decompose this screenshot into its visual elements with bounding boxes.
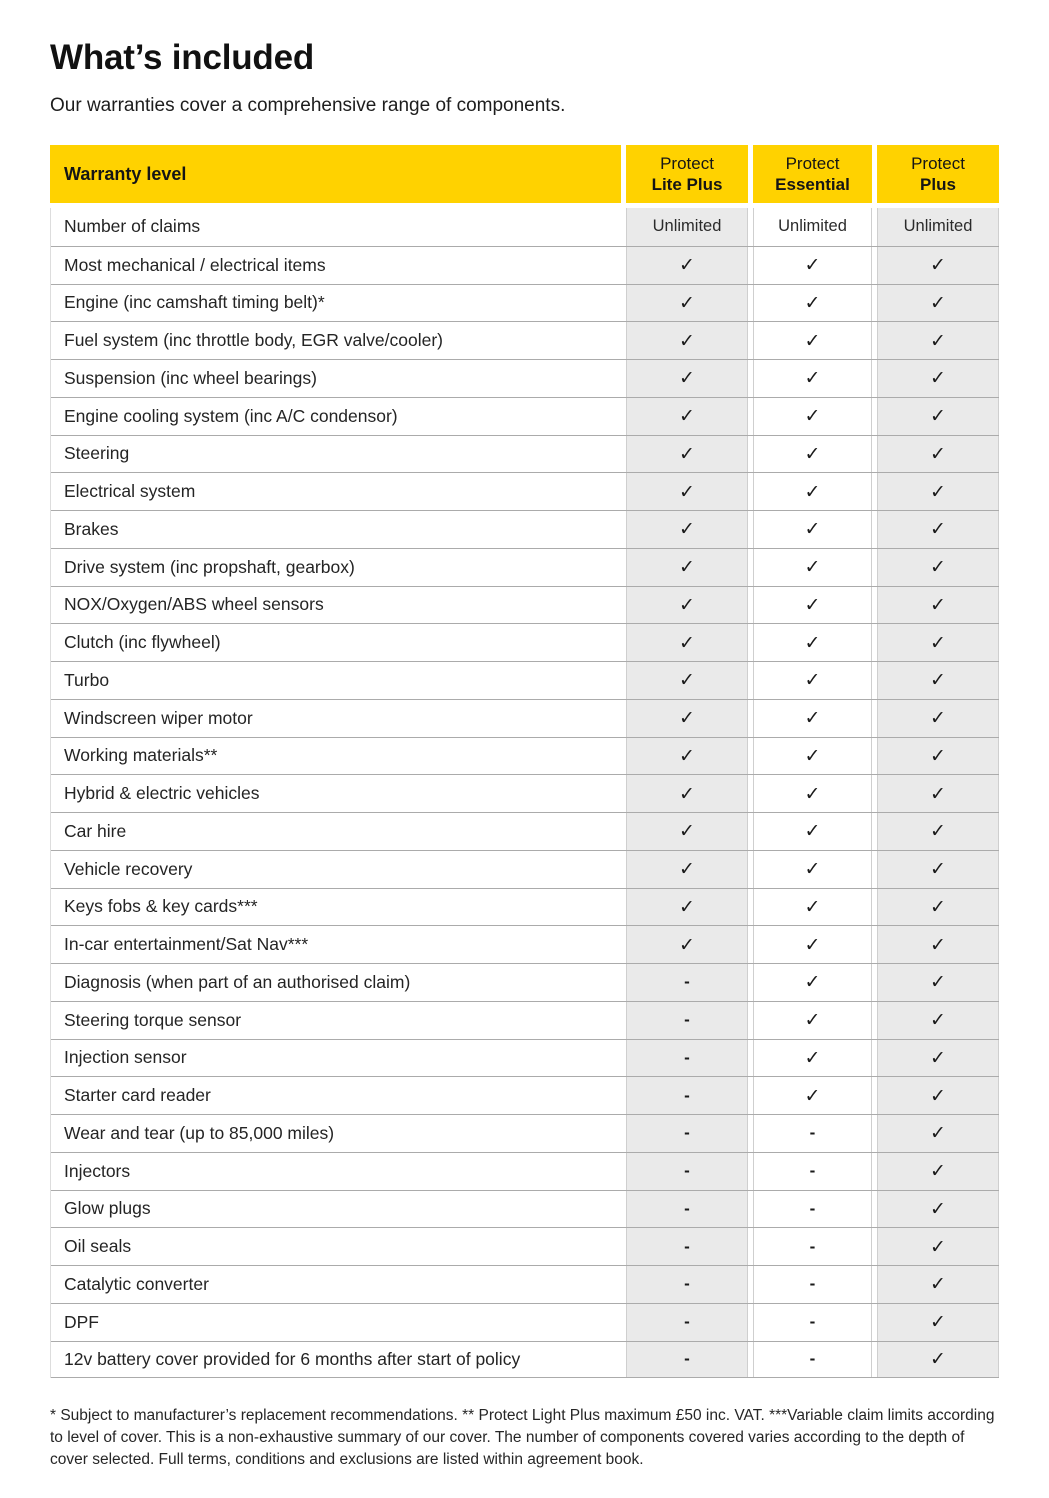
cell-protect-lite-plus [626, 700, 748, 737]
cell-protect-plus [877, 322, 999, 359]
column-header-line2: Lite Plus [651, 175, 723, 194]
dash-icon: - [809, 1274, 816, 1294]
cell-protect-lite-plus [626, 549, 748, 586]
row-label: Injection sensor [51, 1040, 621, 1077]
check-icon: ✓ [679, 707, 695, 730]
row-label: Number of claims [51, 208, 621, 246]
row-label: Most mechanical / electrical items [51, 247, 621, 284]
check-icon: ✓ [930, 556, 946, 579]
table-row [51, 774, 999, 812]
check-icon: ✓ [804, 1046, 821, 1069]
cell-protect-essential [753, 360, 872, 397]
table-row [51, 888, 999, 926]
check-icon: ✓ [804, 254, 821, 277]
table-row [51, 510, 999, 548]
cell-protect-essential [753, 738, 872, 775]
table-row [51, 737, 999, 775]
check-icon: ✓ [930, 971, 946, 994]
check-icon: ✓ [930, 933, 946, 956]
cell-protect-plus [877, 473, 999, 510]
cell-protect-lite-plus [626, 1266, 748, 1303]
cell-protect-essential [753, 436, 872, 473]
dash-icon: - [684, 1198, 690, 1218]
cell-protect-lite-plus [626, 624, 748, 661]
check-icon: ✓ [930, 895, 946, 918]
check-icon: ✓ [679, 820, 695, 843]
column-header-protect-essential [753, 145, 872, 203]
cell-protect-lite-plus [626, 1191, 748, 1228]
cell-protect-plus [877, 889, 999, 926]
table-row [51, 1303, 999, 1341]
row-label: Suspension (inc wheel bearings) [51, 360, 621, 397]
cell-protect-essential [753, 851, 872, 888]
dash-icon: - [684, 1085, 690, 1105]
cell-protect-essential [753, 926, 872, 963]
cell-protect-lite-plus [626, 398, 748, 435]
check-icon: ✓ [679, 329, 695, 352]
dash-icon: - [684, 972, 690, 992]
check-icon: ✓ [930, 367, 946, 390]
check-icon: ✓ [930, 820, 946, 843]
cell-protect-lite-plus [626, 1304, 748, 1341]
cell-protect-lite-plus [626, 1040, 748, 1077]
cell-protect-essential [753, 1115, 872, 1152]
table-row [51, 1227, 999, 1265]
row-label: Steering [51, 436, 621, 473]
row-label: Electrical system [51, 473, 621, 510]
check-icon: ✓ [930, 707, 946, 730]
check-icon: ✓ [804, 1009, 821, 1032]
dash-icon: - [684, 1123, 690, 1143]
check-icon: ✓ [804, 291, 821, 314]
cell-protect-lite-plus [626, 662, 748, 699]
table-row [51, 586, 999, 624]
check-icon: ✓ [930, 1160, 946, 1183]
check-icon: ✓ [804, 593, 821, 616]
table-row [51, 397, 999, 435]
check-icon: ✓ [804, 858, 821, 881]
cell-protect-plus [877, 208, 999, 246]
table-row [51, 1190, 999, 1228]
check-icon: ✓ [930, 442, 946, 465]
cell-protect-essential [753, 398, 872, 435]
cell-protect-lite-plus [626, 964, 748, 1001]
cell-protect-essential [753, 624, 872, 661]
check-icon: ✓ [930, 669, 946, 692]
dash-icon: - [684, 1274, 690, 1294]
cell-protect-lite-plus [626, 208, 748, 246]
table-row [51, 1114, 999, 1152]
check-icon: ✓ [679, 933, 695, 956]
cell-protect-plus [877, 285, 999, 322]
cell-protect-lite-plus [626, 1342, 748, 1378]
cell-protect-plus [877, 436, 999, 473]
check-icon: ✓ [679, 518, 695, 541]
check-icon: ✓ [679, 669, 695, 692]
cell-protect-essential [753, 587, 872, 624]
dash-icon: - [809, 1312, 816, 1332]
row-label: Clutch (inc flywheel) [51, 624, 621, 661]
cell-protect-essential [753, 964, 872, 1001]
row-label: Hybrid & electric vehicles [51, 775, 621, 812]
check-icon: ✓ [930, 1197, 946, 1220]
cell-protect-plus [877, 1228, 999, 1265]
cell-protect-essential [753, 775, 872, 812]
cell-protect-lite-plus [626, 247, 748, 284]
check-icon: ✓ [804, 480, 821, 503]
row-label: Keys fobs & key cards*** [51, 889, 621, 926]
check-icon: ✓ [679, 556, 695, 579]
cell-protect-lite-plus [626, 322, 748, 359]
warranty-level-header: Warranty level [50, 145, 621, 203]
cell-protect-essential [753, 1228, 872, 1265]
column-header-line1: Protect [911, 154, 965, 173]
cell-protect-plus [877, 700, 999, 737]
check-icon: ✓ [679, 631, 695, 654]
row-label: Oil seals [51, 1228, 621, 1265]
dash-icon: - [684, 1312, 690, 1332]
row-label: Glow plugs [51, 1191, 621, 1228]
row-label: Diagnosis (when part of an authorised claim) [51, 964, 621, 1001]
table-row [51, 661, 999, 699]
check-icon: ✓ [804, 442, 821, 465]
cell-protect-essential [753, 1304, 872, 1341]
table-row [51, 246, 999, 284]
cell-protect-essential [753, 889, 872, 926]
check-icon: ✓ [679, 442, 695, 465]
check-icon: ✓ [930, 744, 946, 767]
check-icon: ✓ [930, 1009, 946, 1032]
cell-protect-plus [877, 511, 999, 548]
cell-protect-plus [877, 662, 999, 699]
check-icon: ✓ [804, 933, 821, 956]
check-icon: ✓ [930, 1273, 946, 1296]
cell-protect-plus [877, 1002, 999, 1039]
table-body [50, 208, 999, 1378]
check-icon: ✓ [804, 782, 821, 805]
table-row [51, 925, 999, 963]
check-icon: ✓ [804, 367, 821, 390]
cell-protect-plus [877, 964, 999, 1001]
row-label: Engine cooling system (inc A/C condensor) [51, 398, 621, 435]
warranty-comparison-table [50, 145, 999, 1378]
cell-protect-essential [753, 208, 872, 246]
dash-icon: - [809, 1349, 816, 1369]
check-icon: ✓ [804, 518, 821, 541]
cell-protect-plus [877, 247, 999, 284]
table-row [51, 284, 999, 322]
check-icon: ✓ [930, 782, 946, 805]
cell-protect-plus [877, 775, 999, 812]
check-icon: ✓ [804, 329, 821, 352]
check-icon: ✓ [804, 556, 821, 579]
column-header-line2: Plus [920, 175, 956, 194]
table-row [51, 435, 999, 473]
cell-protect-lite-plus [626, 1077, 748, 1114]
cell-protect-plus [877, 813, 999, 850]
column-header-line2: Essential [775, 175, 850, 194]
table-row [51, 850, 999, 888]
cell-protect-plus [877, 398, 999, 435]
cell-protect-lite-plus [626, 511, 748, 548]
cell-protect-lite-plus [626, 1002, 748, 1039]
cell-protect-essential [753, 1002, 872, 1039]
check-icon: ✓ [679, 593, 695, 616]
cell-protect-essential [753, 813, 872, 850]
table-row [51, 623, 999, 661]
cell-protect-plus [877, 1304, 999, 1341]
cell-protect-essential [753, 662, 872, 699]
page-title: What’s included [50, 38, 315, 77]
cell-protect-lite-plus [626, 1115, 748, 1152]
cell-protect-lite-plus [626, 1153, 748, 1190]
row-label: Turbo [51, 662, 621, 699]
row-label: Brakes [51, 511, 621, 548]
table-row [51, 1001, 999, 1039]
dash-icon: - [684, 1010, 690, 1030]
row-label: Injectors [51, 1153, 621, 1190]
check-icon: ✓ [679, 405, 695, 428]
cell-protect-lite-plus [626, 926, 748, 963]
check-icon: ✓ [804, 1084, 821, 1107]
table-row [51, 1265, 999, 1303]
check-icon: ✓ [930, 1046, 946, 1069]
dash-icon: - [684, 1236, 690, 1256]
cell-protect-essential [753, 511, 872, 548]
check-icon: ✓ [804, 895, 821, 918]
check-icon: ✓ [679, 782, 695, 805]
row-label: Fuel system (inc throttle body, EGR valve/cooler) [51, 322, 621, 359]
check-icon: ✓ [930, 329, 946, 352]
check-icon: ✓ [804, 631, 821, 654]
cell-protect-plus [877, 851, 999, 888]
cell-protect-lite-plus [626, 587, 748, 624]
check-icon: ✓ [930, 1235, 946, 1258]
cell-protect-lite-plus [626, 775, 748, 812]
table-header-row [50, 145, 999, 203]
row-label: Engine (inc camshaft timing belt)* [51, 285, 621, 322]
check-icon: ✓ [930, 254, 946, 277]
cell-protect-essential [753, 1266, 872, 1303]
dash-icon: - [809, 1198, 816, 1218]
cell-protect-plus [877, 549, 999, 586]
row-label: Starter card reader [51, 1077, 621, 1114]
cell-protect-essential [753, 1040, 872, 1077]
dash-icon: - [809, 1161, 816, 1181]
table-row [51, 208, 999, 246]
table-row [51, 1341, 999, 1379]
cell-protect-plus [877, 1115, 999, 1152]
table-row [51, 1039, 999, 1077]
check-icon: ✓ [679, 895, 695, 918]
column-header-protect-lite-plus [626, 145, 748, 203]
check-icon: ✓ [930, 291, 946, 314]
row-label: Working materials** [51, 738, 621, 775]
cell-protect-lite-plus [626, 851, 748, 888]
row-label: In-car entertainment/Sat Nav*** [51, 926, 621, 963]
row-label: Wear and tear (up to 85,000 miles) [51, 1115, 621, 1152]
cell-protect-plus [877, 1191, 999, 1228]
row-label: Windscreen wiper motor [51, 700, 621, 737]
table-row [51, 321, 999, 359]
cell-protect-plus [877, 1040, 999, 1077]
check-icon: ✓ [679, 480, 695, 503]
column-header-line1: Protect [660, 154, 714, 173]
check-icon: ✓ [930, 1348, 946, 1371]
cell-protect-plus [877, 624, 999, 661]
table-row [51, 548, 999, 586]
cell-protect-essential [753, 1153, 872, 1190]
row-label: DPF [51, 1304, 621, 1341]
check-icon: ✓ [804, 971, 821, 994]
cell-protect-essential [753, 700, 872, 737]
cell-protect-plus [877, 1342, 999, 1378]
check-icon: ✓ [930, 1311, 946, 1334]
cell-protect-lite-plus [626, 1228, 748, 1265]
cell-protect-essential [753, 1191, 872, 1228]
table-row [51, 699, 999, 737]
unlimited-text: Unlimited [652, 217, 722, 236]
cell-protect-lite-plus [626, 889, 748, 926]
table-row [51, 359, 999, 397]
check-icon: ✓ [679, 367, 695, 390]
unlimited-text: Unlimited [778, 217, 847, 236]
table-row [51, 1152, 999, 1190]
table-row [51, 472, 999, 510]
cell-protect-lite-plus [626, 813, 748, 850]
table-row [51, 1076, 999, 1114]
cell-protect-essential [753, 247, 872, 284]
row-label: Steering torque sensor [51, 1002, 621, 1039]
dash-icon: - [684, 1047, 690, 1067]
page-subtitle: Our warranties cover a comprehensive range of components. [50, 95, 566, 116]
cell-protect-lite-plus [626, 436, 748, 473]
table-row [51, 963, 999, 1001]
row-label: Catalytic converter [51, 1266, 621, 1303]
cell-protect-plus [877, 587, 999, 624]
cell-protect-plus [877, 1077, 999, 1114]
cell-protect-lite-plus [626, 285, 748, 322]
check-icon: ✓ [679, 291, 695, 314]
check-icon: ✓ [679, 744, 695, 767]
dash-icon: - [684, 1161, 690, 1181]
check-icon: ✓ [930, 858, 946, 881]
check-icon: ✓ [804, 669, 821, 692]
cell-protect-essential [753, 322, 872, 359]
table-row [51, 812, 999, 850]
check-icon: ✓ [930, 518, 946, 541]
cell-protect-essential [753, 473, 872, 510]
cell-protect-plus [877, 1153, 999, 1190]
column-header-line1: Protect [785, 154, 840, 173]
cell-protect-essential [753, 1342, 872, 1378]
footnote: * Subject to manufacturer’s replacement recommendations. ** Protect Light Plus maximum £50 inc. VAT. ***Variable claim limits according to level of cover. This is a non-exhaustive summary of our cover. The number of components covered varies according to the depth of cover selected. Full terms, conditions and exclusions are listed within agreement book. [50, 1407, 995, 1469]
cell-protect-lite-plus [626, 360, 748, 397]
cell-protect-essential [753, 549, 872, 586]
check-icon: ✓ [930, 631, 946, 654]
cell-protect-plus [877, 738, 999, 775]
cell-protect-essential [753, 285, 872, 322]
row-label: NOX/Oxygen/ABS wheel sensors [51, 587, 621, 624]
row-label: Car hire [51, 813, 621, 850]
cell-protect-plus [877, 1266, 999, 1303]
dash-icon: - [809, 1123, 816, 1143]
row-label: 12v battery cover provided for 6 months after start of policy [51, 1342, 621, 1378]
dash-icon: - [809, 1236, 816, 1256]
unlimited-text: Unlimited [903, 217, 973, 236]
cell-protect-plus [877, 926, 999, 963]
dash-icon: - [684, 1349, 690, 1369]
column-header-protect-plus [877, 145, 999, 203]
cell-protect-essential [753, 1077, 872, 1114]
check-icon: ✓ [930, 593, 946, 616]
check-icon: ✓ [679, 254, 695, 277]
check-icon: ✓ [679, 858, 695, 881]
check-icon: ✓ [804, 707, 821, 730]
cell-protect-lite-plus [626, 473, 748, 510]
row-label: Vehicle recovery [51, 851, 621, 888]
check-icon: ✓ [804, 820, 821, 843]
check-icon: ✓ [930, 405, 946, 428]
check-icon: ✓ [930, 1122, 946, 1145]
row-label: Drive system (inc propshaft, gearbox) [51, 549, 621, 586]
check-icon: ✓ [930, 480, 946, 503]
check-icon: ✓ [930, 1084, 946, 1107]
check-icon: ✓ [804, 405, 821, 428]
cell-protect-plus [877, 360, 999, 397]
cell-protect-lite-plus [626, 738, 748, 775]
check-icon: ✓ [804, 744, 821, 767]
